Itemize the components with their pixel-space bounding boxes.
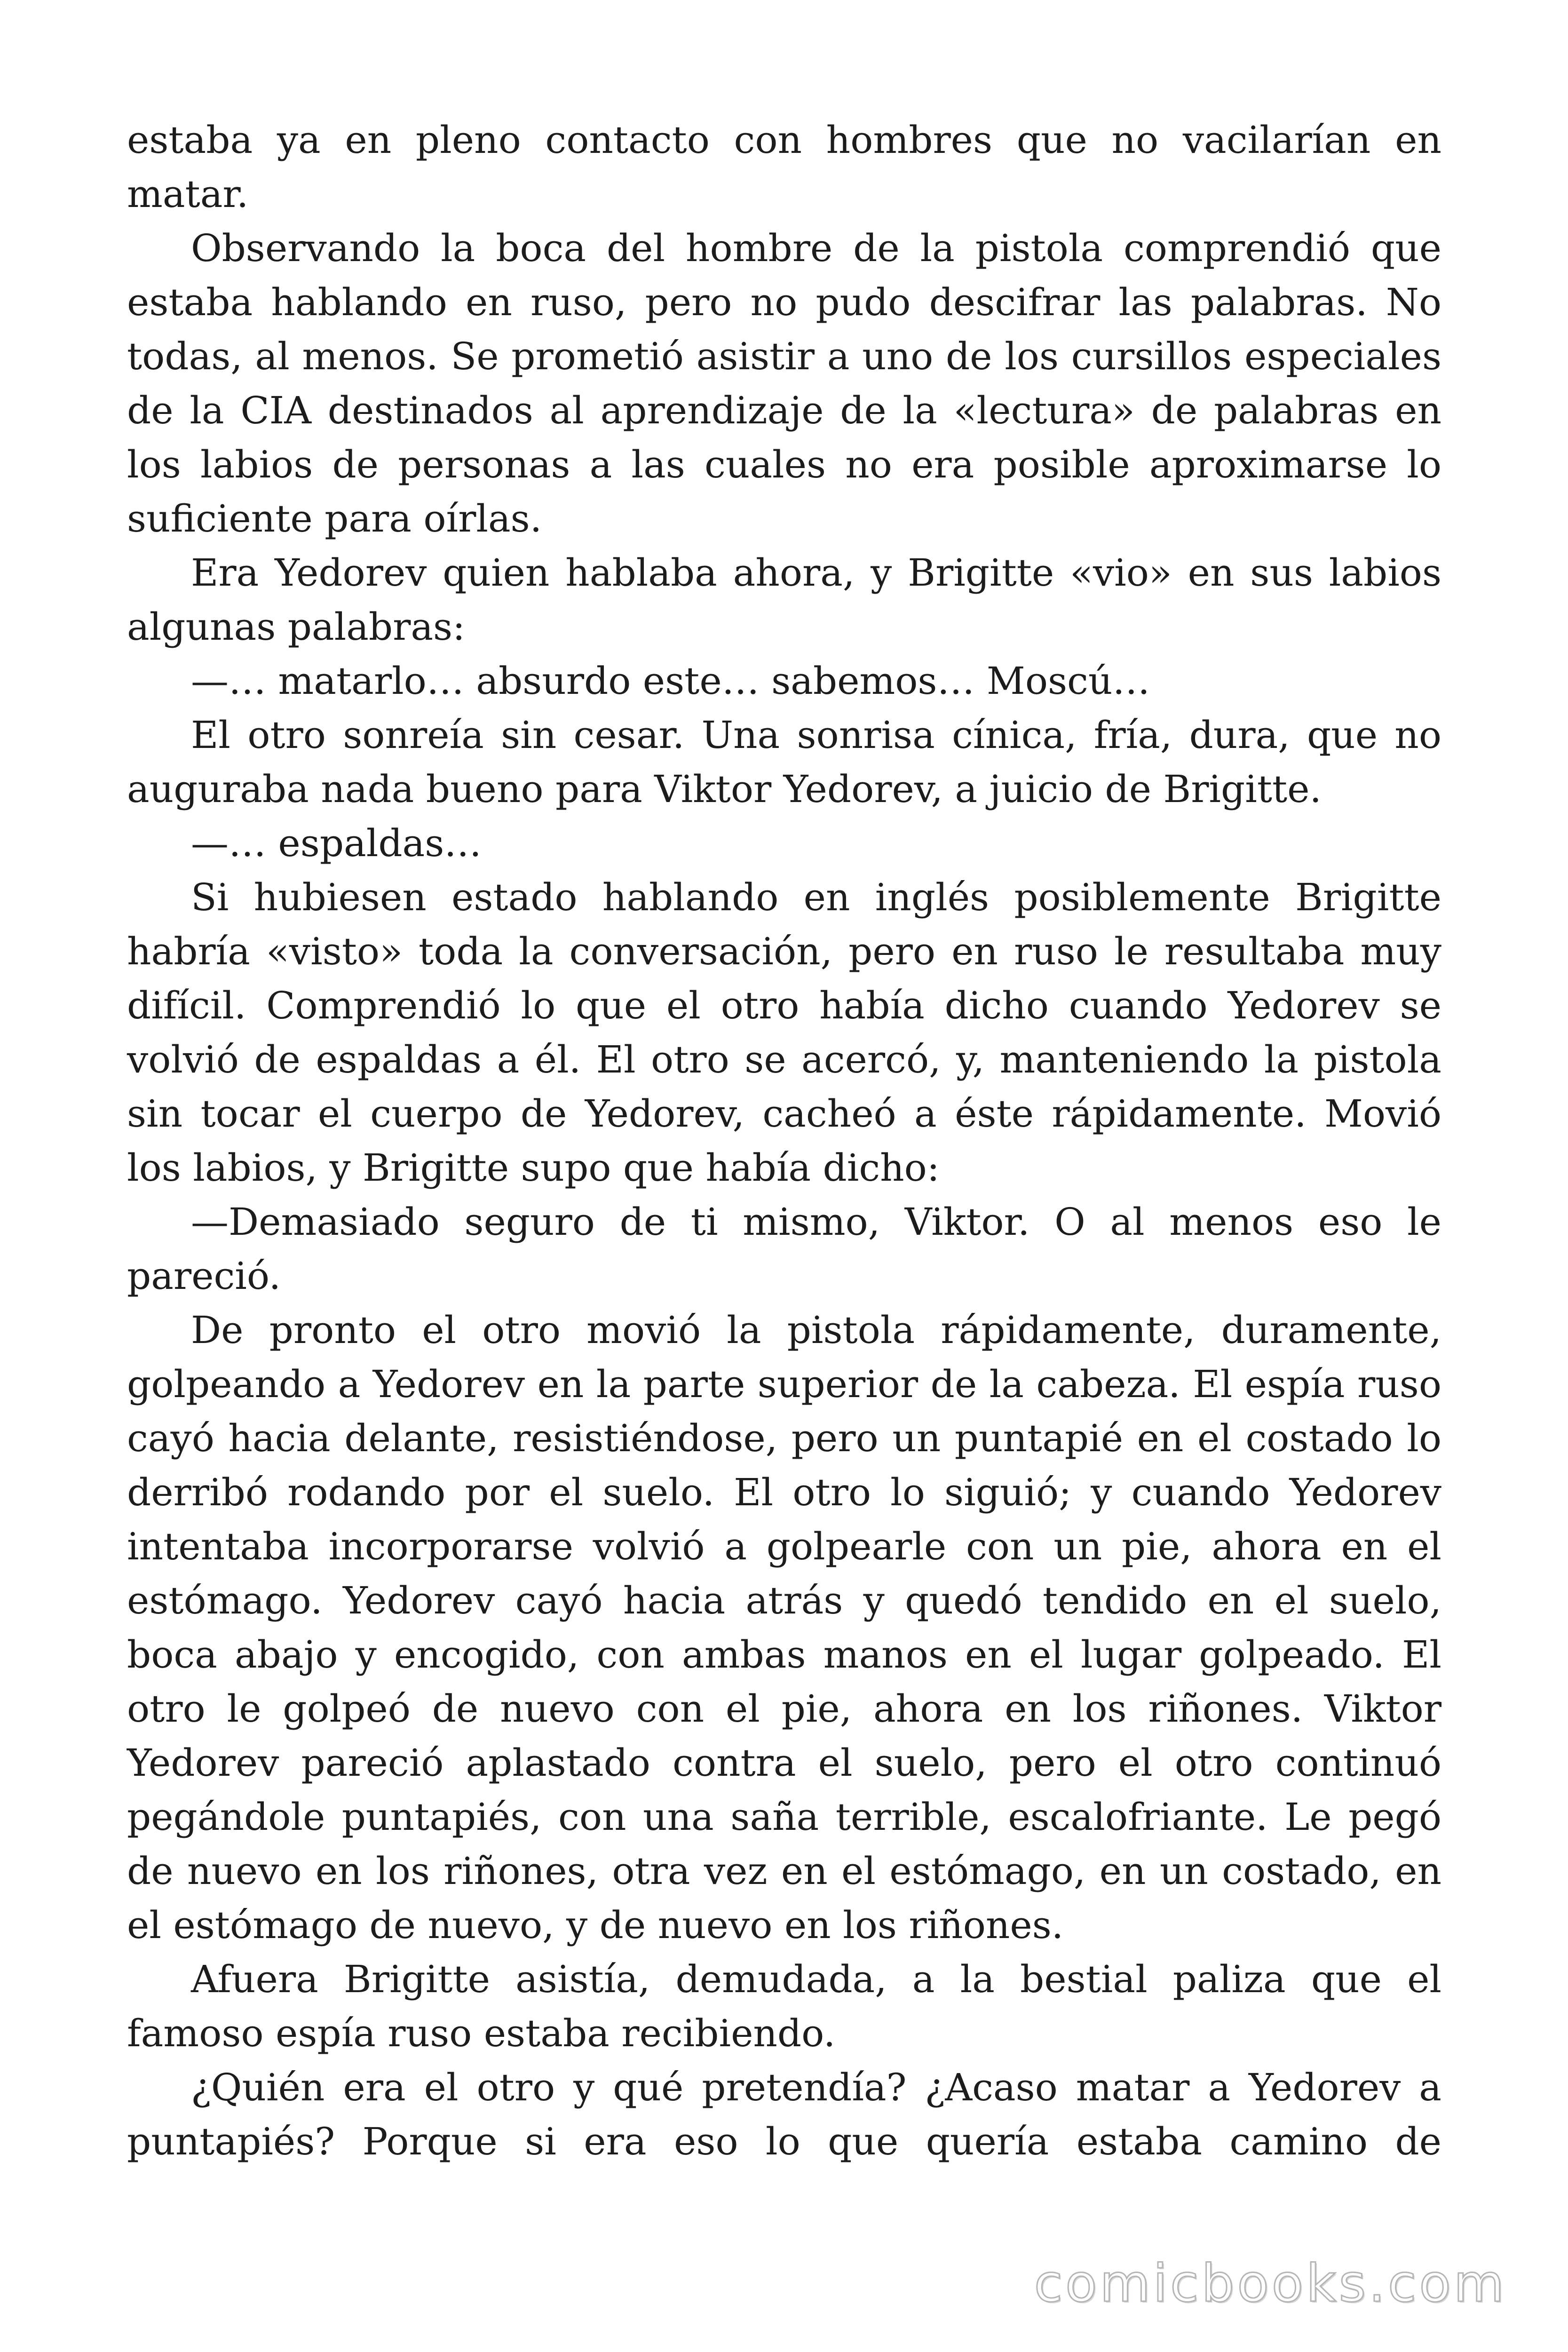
- paragraph: Afuera Brigitte asistía, demudada, a la bestial paliza que el famoso espía ruso estaba recibiendo.: [127, 1957, 1441, 2055]
- dialogue-line: —Demasiado seguro de ti mismo, Viktor. O al menos eso le pareció.: [127, 1200, 1441, 1298]
- book-page-text: [127, 113, 1441, 2169]
- paragraph: El otro sonreía sin cesar. Una sonrisa cínica, fría, dura, que no auguraba nada bueno para Viktor Yedorev, a juicio de Brigitte.: [127, 713, 1441, 811]
- paragraph: ¿Quién era el otro y qué pretendía? ¿Acaso matar a Yedorev a puntapiés? Porque si era eso lo que quería estaba camino de: [127, 2066, 1441, 2163]
- paragraph: estaba ya en pleno contacto con hombres que no vacilarían en matar.: [127, 118, 1441, 216]
- paragraph: De pronto el otro movió la pistola rápidamente, duramente, golpeando a Yedorev en la parte superior de la cabeza. El espía ruso cayó hacia delante, resistiéndose, pero un puntapié en el costado lo derribó rodando por el suelo. El otro lo siguió; y cuando Yedorev intentaba incorporarse volvió a golpearle con un pie, ahora en el estómago. Yedorev cayó hacia atrás y quedó tendido en el suelo, boca abajo y encogido, con ambas manos en el lugar golpeado. El otro le golpeó de nuevo con el pie, ahora en los riñones. Viktor Yedorev pareció aplastado contra el suelo, pero el otro continuó pegándole puntapiés, con una saña terrible, escalofriante. Le pegó de nuevo en los riñones, otra vez en el estómago, en un costado, en el estómago de nuevo, y de nuevo en los riñones.: [127, 1308, 1441, 1947]
- dialogue-line: —… espaldas…: [191, 821, 482, 865]
- paragraph: Observando la boca del hombre de la pistola comprendió que estaba hablando en ruso, pero no pudo descifrar las palabras. No todas, al menos. Se prometió asistir a uno de los cursillos especiales de la CIA destinados al aprendizaje de la «lectura» de palabras en los labios de personas a las cuales no era posible aproximarse lo suficiente para oírlas.: [127, 226, 1441, 540]
- paragraph: Si hubiesen estado hablando en inglés posiblemente Brigitte habría «visto» toda la conversación, pero en ruso le resultaba muy difícil. Comprendió lo que el otro había dicho cuando Yedorev se volvió de espaldas a él. El otro se acercó, y, manteniendo la pistola sin tocar el cuerpo de Yedorev, cacheó a éste rápidamente. Movió los labios, y Brigitte supo que había dicho:: [127, 875, 1441, 1190]
- dialogue-line: —… matarlo… absurdo este… sabemos… Moscú…: [191, 659, 1150, 703]
- paragraph: Era Yedorev quien hablaba ahora, y Brigitte «vio» en sus labios algunas palabras:: [127, 551, 1441, 649]
- watermark: comicbooks.com: [1034, 2253, 1507, 2313]
